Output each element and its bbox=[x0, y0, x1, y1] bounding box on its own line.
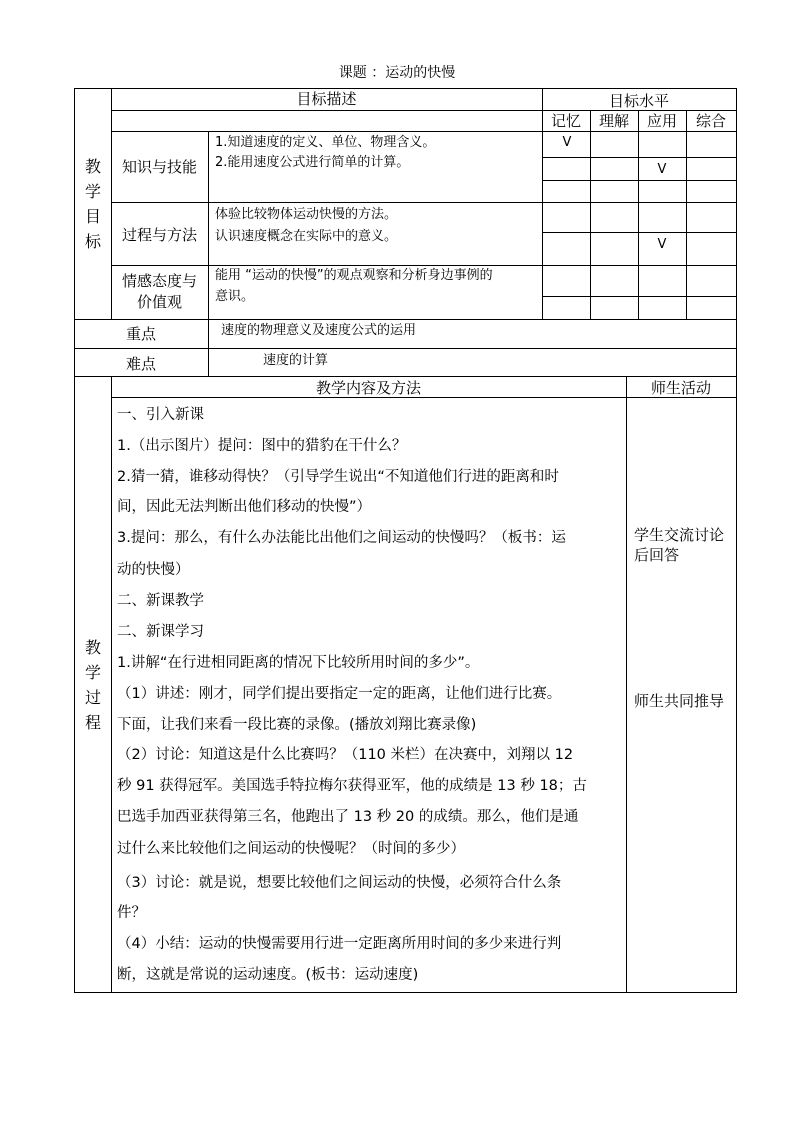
lesson-line: 二、新课学习 bbox=[117, 624, 204, 640]
lesson-line: （4）小结：运动的快慢需要用行进一定距离所用时间的多少来进行判 bbox=[117, 936, 562, 952]
process-activity-header: 师生活动 bbox=[650, 379, 711, 397]
activity-note: 后回答 bbox=[634, 546, 680, 564]
difficulty-label: 难点 bbox=[125, 355, 156, 373]
goal-level-header: 目标水平 bbox=[608, 92, 669, 110]
level-synthesis: 综合 bbox=[695, 112, 726, 130]
category-knowledge-line: 2.能用速度公式进行简单的计算。 bbox=[215, 155, 410, 170]
table-border bbox=[74, 992, 737, 993]
table-divider bbox=[111, 376, 112, 993]
table-divider bbox=[111, 110, 737, 111]
category-attitude-label: 价值观 bbox=[136, 293, 182, 311]
lesson-line: 秒 91 获得冠军。美国选手特拉梅尔获得亚军，他的成绩是 13 秒 18；古 bbox=[117, 778, 587, 794]
lesson-line: 2.猜一猜，谁移动得快？（引导学生说出“不知道他们行进的距离和时 bbox=[117, 469, 559, 485]
table-border bbox=[736, 88, 737, 993]
table-border bbox=[74, 88, 75, 993]
table-divider bbox=[686, 110, 687, 319]
lesson-line: 二、新课教学 bbox=[117, 593, 204, 609]
check-mark: V bbox=[657, 162, 667, 177]
process-section-label: 教学过程 bbox=[84, 638, 101, 732]
lesson-line: （1）讲述：刚才，同学们提出要指定一定的距离，让他们进行比赛。 bbox=[117, 686, 562, 702]
table-divider bbox=[542, 296, 737, 297]
level-memory: 记忆 bbox=[550, 112, 581, 130]
table-divider bbox=[590, 110, 591, 319]
lesson-line: 1.（出示图片）提问：图中的猎豹在干什么？ bbox=[117, 438, 407, 454]
table-divider bbox=[542, 157, 737, 158]
level-understand: 理解 bbox=[598, 112, 629, 130]
goal-description-header: 目标描述 bbox=[296, 90, 357, 108]
category-process-line: 体验比较物体运动快慢的方法。 bbox=[215, 207, 398, 222]
table-divider bbox=[208, 319, 209, 377]
lesson-line: 下面，让我们来看一段比赛的录像。(播放刘翔比赛录像) bbox=[117, 717, 477, 733]
goals-section-label: 教学目标 bbox=[84, 157, 101, 251]
table-divider bbox=[74, 348, 737, 349]
category-attitude-line: 意识。 bbox=[215, 289, 255, 304]
lesson-line: 3.提问：那么，有什么办法能比出他们之间运动的快慢吗？（板书：运 bbox=[117, 530, 566, 546]
activity-note: 师生共同推导 bbox=[634, 692, 725, 710]
process-content-header: 教学内容及方法 bbox=[315, 379, 421, 397]
lesson-line: （3）讨论：就是说，想要比较他们之间运动的快慢，必须符合什么条 bbox=[117, 875, 562, 891]
difficulty-text: 速度的计算 bbox=[263, 353, 329, 368]
table-border bbox=[74, 88, 737, 89]
category-knowledge-label: 知识与技能 bbox=[121, 158, 197, 176]
activity-note: 学生交流讨论 bbox=[634, 526, 725, 544]
category-knowledge-line: 1.知道速度的定义、单位、物理含义。 bbox=[215, 135, 436, 150]
category-process-label: 过程与方法 bbox=[121, 226, 197, 244]
category-process-line: 认识速度概念在实际中的意义。 bbox=[215, 229, 398, 244]
lesson-line: 件？ bbox=[117, 905, 146, 921]
key-point-text: 速度的物理意义及速度公式的运用 bbox=[221, 323, 417, 338]
table-divider bbox=[74, 376, 737, 377]
table-divider bbox=[74, 319, 737, 320]
table-divider bbox=[542, 131, 737, 132]
category-attitude-line: 能用 “运动的快慢”的观点观察和分析身边事例的 bbox=[215, 268, 493, 283]
category-attitude-label: 情感态度与 bbox=[121, 272, 197, 290]
lesson-line: 动的快慢） bbox=[117, 562, 190, 578]
check-mark: V bbox=[562, 135, 572, 150]
table-divider bbox=[111, 202, 737, 203]
lesson-line: 巴选手加西亚获得第三名，他跑出了 13 秒 20 的成绩。那么，他们是通 bbox=[117, 809, 579, 825]
table-divider bbox=[638, 110, 639, 319]
lesson-line: 过什么来比较他们之间运动的快慢呢？（时间的多少） bbox=[117, 841, 465, 857]
table-divider bbox=[542, 180, 737, 181]
lesson-line: 一、引入新课 bbox=[117, 407, 204, 423]
check-mark: V bbox=[657, 237, 667, 252]
table-divider bbox=[111, 265, 737, 266]
table-divider bbox=[626, 376, 627, 993]
lesson-line: （2）讨论：知道这是什么比赛吗？（110 米栏）在决赛中，刘翔以 12 bbox=[117, 747, 574, 763]
level-apply: 应用 bbox=[646, 112, 677, 130]
table-divider bbox=[111, 397, 737, 398]
lesson-line: 断，这就是常说的运动速度。(板书：运动速度) bbox=[117, 967, 419, 983]
lesson-line: 间，因此无法判断出他们移动的快慢”） bbox=[117, 499, 372, 515]
table-divider bbox=[542, 232, 737, 233]
key-point-label: 重点 bbox=[125, 325, 156, 343]
table-divider bbox=[111, 131, 543, 132]
table-divider bbox=[208, 131, 209, 319]
lesson-line: 1.讲解“在行进相同距离的情况下比较所用时间的多少”。 bbox=[117, 655, 480, 671]
page-title: 课题 ：运动的快慢 bbox=[338, 65, 456, 81]
